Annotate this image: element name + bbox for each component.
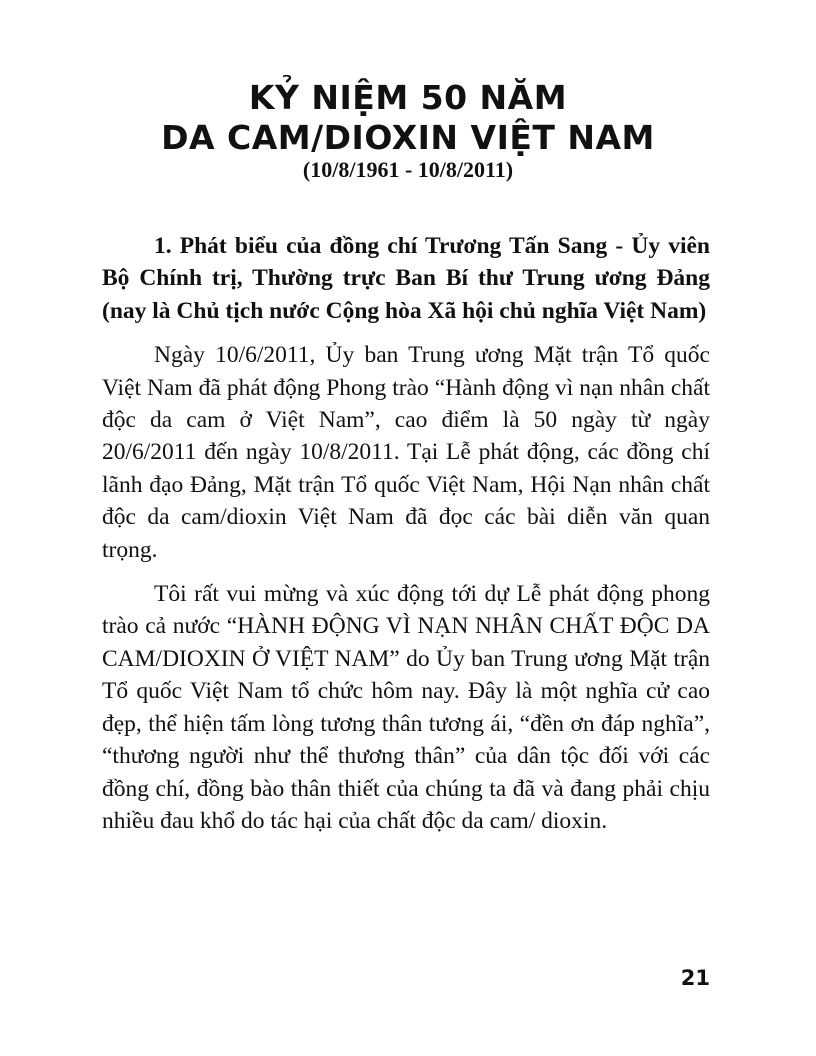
paragraph-2: Tôi rất vui mừng và xúc động tới dự Lễ phát động phong trào cả nước “HÀNH ĐỘNG VÌ NẠN NHÂN CHẤT ĐỘC DA CAM/DIOXIN Ở VIỆT NAM” do Ủy ban Trung ương Mặt trận Tổ quốc Việt Nam tổ chức hôm nay. Đây là một nghĩa cử cao đẹp, thể hiện tấm lòng tương thân tương ái, “đền ơn đáp nghĩa”, “thương người như thể thương thân” của dân tộc đối với các đồng chí, đồng bào thân thiết của chúng ta đã và đang phải chịu nhiều đau khổ do tác hại của chất độc da cam/ dioxin.	[102, 581, 710, 834]
page-title-line-2: DA CAM/DIOXIN VIỆT NAM	[161, 118, 655, 157]
page-title-line-1: KỶ NIỆM 50 NĂM	[248, 78, 568, 117]
page-number: 21	[680, 966, 710, 990]
date-range: (10/8/1961 - 10/8/2011)	[302, 157, 514, 182]
body-text	[102, 230, 710, 837]
section-heading: 1. Phát biểu của đồng chí Trương Tấn Sang - Ủy viên Bộ Chính trị, Thường trực Ban Bí thư Trung ương Đảng (nay là Chủ tịch nước Cộng hòa Xã hội chủ nghĩa Việt Nam)	[102, 233, 710, 324]
paragraph-1: Ngày 10/6/2011, Ủy ban Trung ương Mặt trận Tổ quốc Việt Nam đã phát động Phong trào “Hành động vì nạn nhân chất độc da cam ở Việt Nam”, cao điểm là 50 ngày từ ngày 20/6/2011 đến ngày 10/8/2011. Tại Lễ phát động, các đồng chí lãnh đạo Đảng, Mặt trận Tổ quốc Việt Nam, Hội Nạn nhân chất độc da cam/dioxin Việt Nam đã đọc các bài diễn văn quan trọng.	[102, 342, 710, 563]
